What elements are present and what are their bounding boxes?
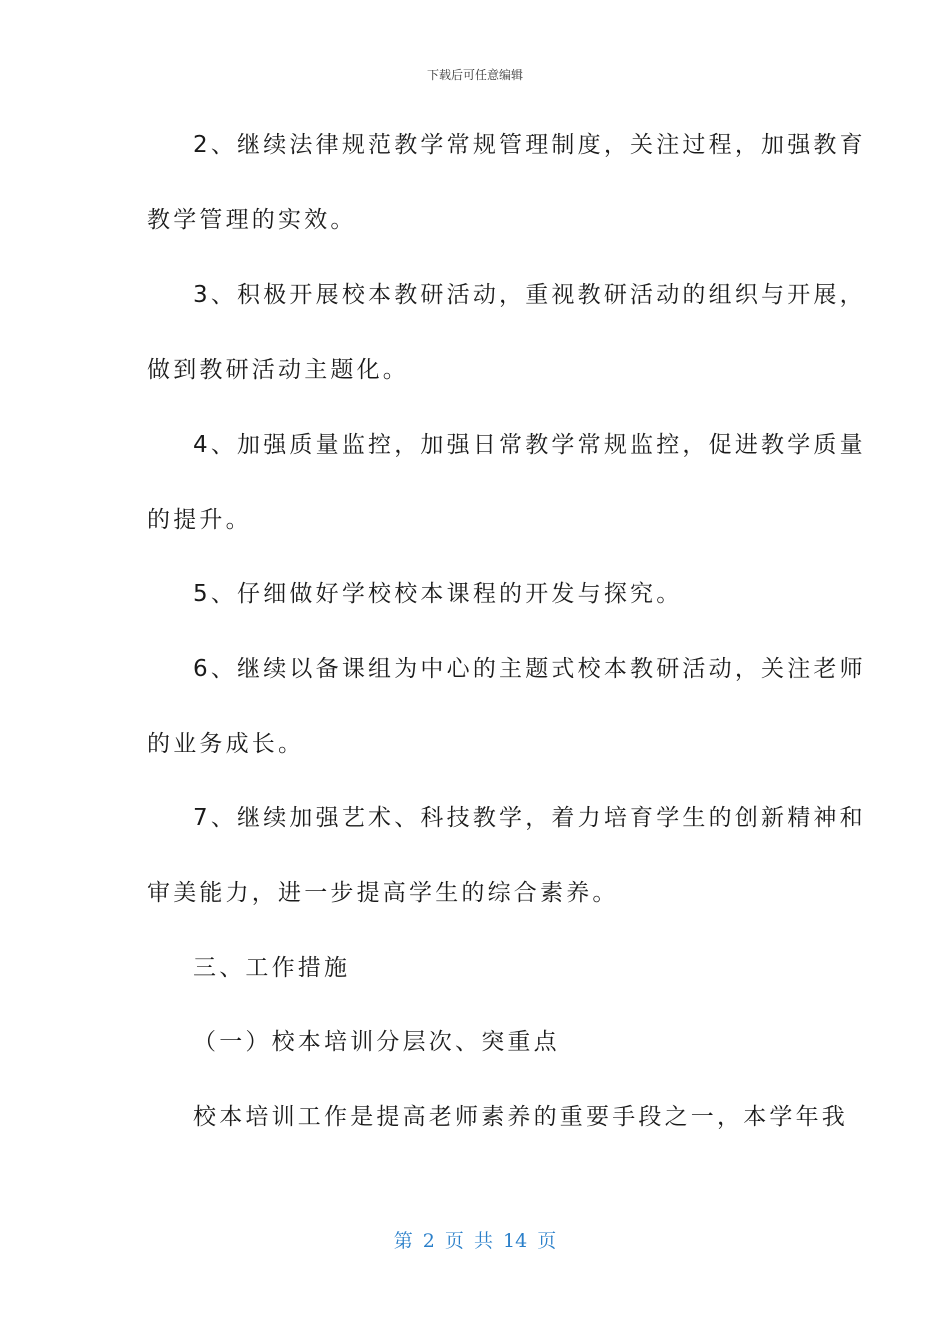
paragraph-line: 做到教研活动主题化。 (147, 357, 409, 383)
paragraph-line: 校本培训工作是提高老师素养的重要手段之一，本学年我 (193, 1104, 848, 1130)
paragraph-line: 审美能力，进一步提高学生的综合素养。 (147, 880, 619, 906)
paragraph-line: 的业务成长。 (147, 731, 305, 757)
paragraph-line: 3、积极开展校本教研活动，重视教研活动的组织与开展， (193, 282, 866, 308)
paragraph-line: 6、继续以备课组为中心的主题式校本教研活动，关注老师 (193, 656, 866, 682)
paragraph-line: 5、仔细做好学校校本课程的开发与探究。 (193, 581, 683, 607)
page-footer: 第 2 页 共 14 页 (393, 1230, 557, 1252)
paragraph-line: 教学管理的实效。 (147, 207, 357, 233)
paragraph-line: 7、继续加强艺术、科技教学，着力培育学生的创新精神和 (193, 805, 866, 831)
page-header: 下载后可任意编辑 (426, 68, 523, 82)
paragraph-line: 2、继续法律规范教学常规管理制度，关注过程，加强教育 (193, 132, 866, 158)
paragraph-line: 的提升。 (147, 507, 252, 533)
section-heading: 三、工作措施 (193, 955, 351, 981)
paragraph-line: 4、加强质量监控，加强日常教学常规监控，促进教学质量 (193, 432, 866, 458)
subsection-heading: （一）校本培训分层次、突重点 (193, 1029, 560, 1055)
